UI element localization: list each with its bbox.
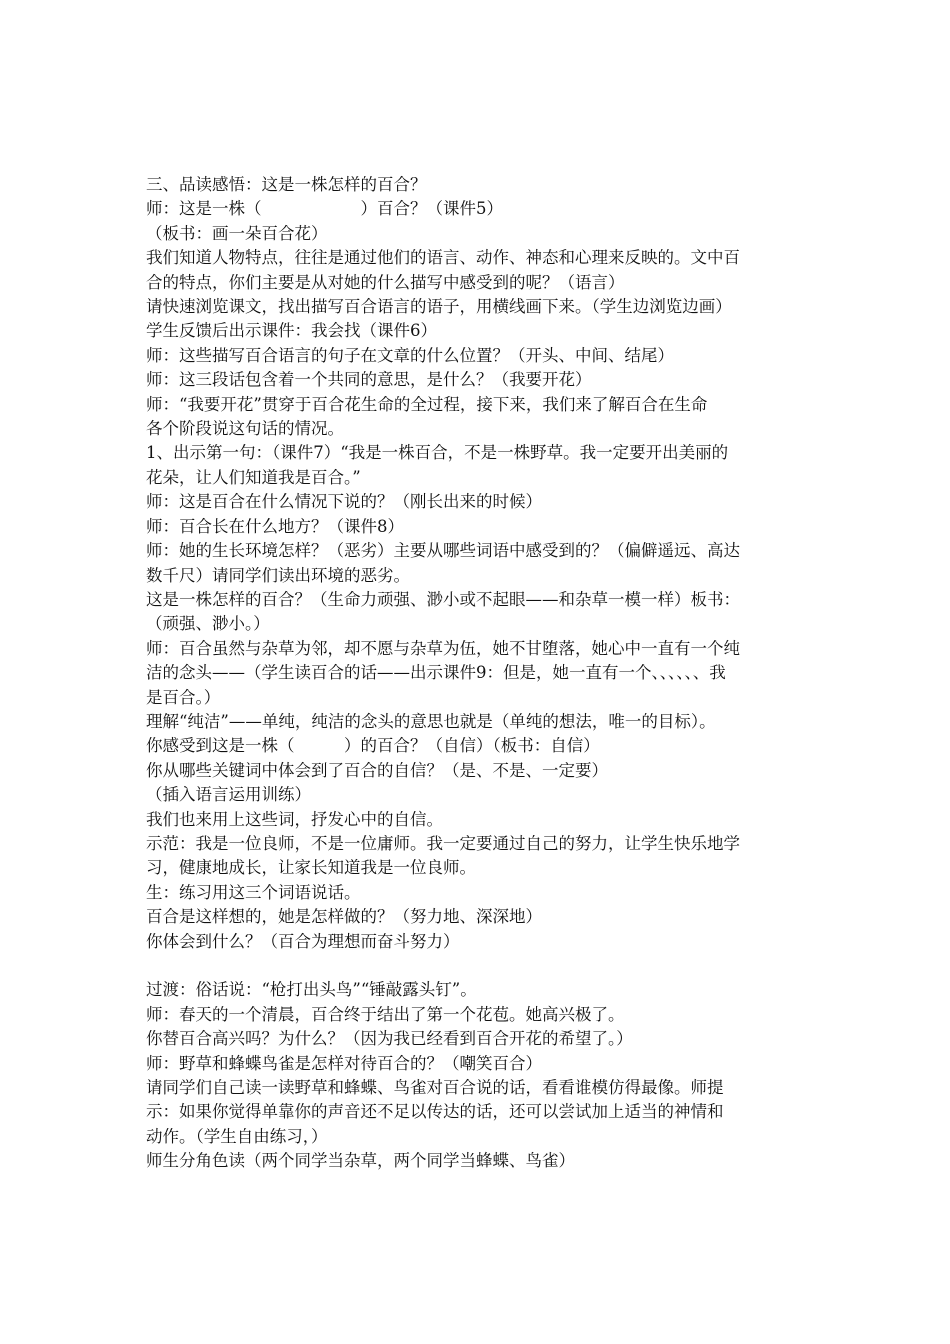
text-line: 你体会到什么？（百合为理想而奋斗努力） bbox=[146, 931, 460, 951]
text-line: 请同学们自己读一读野草和蜂蝶、鸟雀对百合说的话，看看谁模仿得最像。师提 bbox=[146, 1078, 724, 1098]
text-line: 你从哪些关键词中体会到了百合的自信？（是、不是、一定要） bbox=[146, 760, 608, 780]
text-line: 你替百合高兴吗？为什么？（因为我已经看到百合开花的希望了。） bbox=[146, 1029, 633, 1049]
text-line: 生：练习用这三个词语说话。 bbox=[146, 882, 361, 902]
text-line: 师：野草和蜂蝶鸟雀是怎样对待百合的？（嘲笑百合） bbox=[146, 1053, 542, 1073]
blank-line bbox=[146, 954, 811, 978]
text-line: 师生分角色读（两个同学当杂草，两个同学当蜂蝶、鸟雀） bbox=[146, 1151, 575, 1171]
text-line: 是百合。） bbox=[146, 687, 221, 707]
text-line: 过渡：俗话说：“枪打出头鸟”“锤敲露头钉”。 bbox=[146, 980, 477, 1000]
text-line: 各个阶段说这句话的情况。 bbox=[146, 419, 344, 439]
text-line: 请快速浏览课文，找出描写百合语言的语子，用横线画下来。（学生边浏览边画） bbox=[146, 297, 732, 317]
text-line: 师：这是百合在什么情况下说的？（刚长出来的时候） bbox=[146, 492, 542, 512]
text-line: 习，健康地成长，让家长知道我是一位良师。 bbox=[146, 858, 476, 878]
text-line: 师：这三段话包含着一个共同的意思，是什么？（我要开花） bbox=[146, 370, 592, 390]
text-line: （顽强、渺小。） bbox=[146, 614, 270, 634]
text-line: 我们也来用上这些词，抒发心中的自信。 bbox=[146, 809, 443, 829]
text-line: 师：“我要开花”贯穿于百合花生命的全过程，接下来，我们来了解百合在生命 bbox=[146, 394, 708, 414]
text-line: 洁的念头——（学生读百合的话——出示课件9：但是，她一直有一个、、、、、、我 bbox=[146, 663, 726, 683]
text-line: 示：如果你觉得单靠你的声音还不足以传达的话，还可以尝试加上适当的神情和 bbox=[146, 1102, 724, 1122]
text-line: 合的特点，你们主要是从对她的什么描写中感受到的呢？（语言） bbox=[146, 272, 625, 292]
document-body bbox=[146, 173, 811, 1174]
text-line: 示范：我是一位良师，不是一位庸师。我一定要通过自己的努力，让学生快乐地学 bbox=[146, 833, 740, 853]
text-line: 师：这些描写百合语言的句子在文章的什么位置？（开头、中间、结尾） bbox=[146, 345, 674, 365]
text-line: 学生反馈后出示课件：我会找（课件6） bbox=[146, 321, 437, 341]
text-line: （插入语言运用训练） bbox=[146, 785, 311, 805]
text-line: 师：百合虽然与杂草为邻，却不愿与杂草为伍，她不甘堕落，她心中一直有一个纯 bbox=[146, 638, 740, 658]
text-line: 动作。（学生自由练习，） bbox=[146, 1126, 328, 1146]
section-heading: 三、品读感悟：这是一株怎样的百合？ bbox=[146, 175, 427, 194]
text-line: 花朵，让人们知道我是百合。” bbox=[146, 467, 361, 487]
text-line: 1、出示第一句：（课件7）“我是一株百合，不是一株野草。我一定要开出美丽的 bbox=[146, 443, 729, 463]
text-line: 师：她的生长环境怎样？（恶劣）主要从哪些词语中感受到的？（偏僻遥远、高达 bbox=[146, 541, 740, 561]
text-line: 数千尺）请同学们读出环境的恶劣。 bbox=[146, 565, 410, 585]
text-line: 师：这是一株（ ）百合？（课件5） bbox=[146, 199, 503, 219]
text-line: 你感受到这是一株（ ）的百合？（自信）（板书：自信） bbox=[146, 736, 600, 756]
text-line: （板书：画一朵百合花） bbox=[146, 223, 328, 243]
text-line: 师：百合长在什么地方？（课件8） bbox=[146, 516, 404, 536]
text-line: 这是一株怎样的百合？（生命力顽强、渺小或不起眼——和杂草一模一样）板书： bbox=[146, 589, 740, 609]
text-line: 我们知道人物特点，往往是通过他们的语言、动作、神态和心理来反映的。文中百 bbox=[146, 248, 740, 268]
text-line: 理解“纯洁”——单纯，纯洁的念头的意思也就是（单纯的想法，唯一的目标）。 bbox=[146, 711, 716, 731]
text-line: 百合是这样想的，她是怎样做的？（努力地、深深地） bbox=[146, 907, 542, 927]
text-line: 师：春天的一个清晨，百合终于结出了第一个花苞。她高兴极了。 bbox=[146, 1004, 625, 1024]
